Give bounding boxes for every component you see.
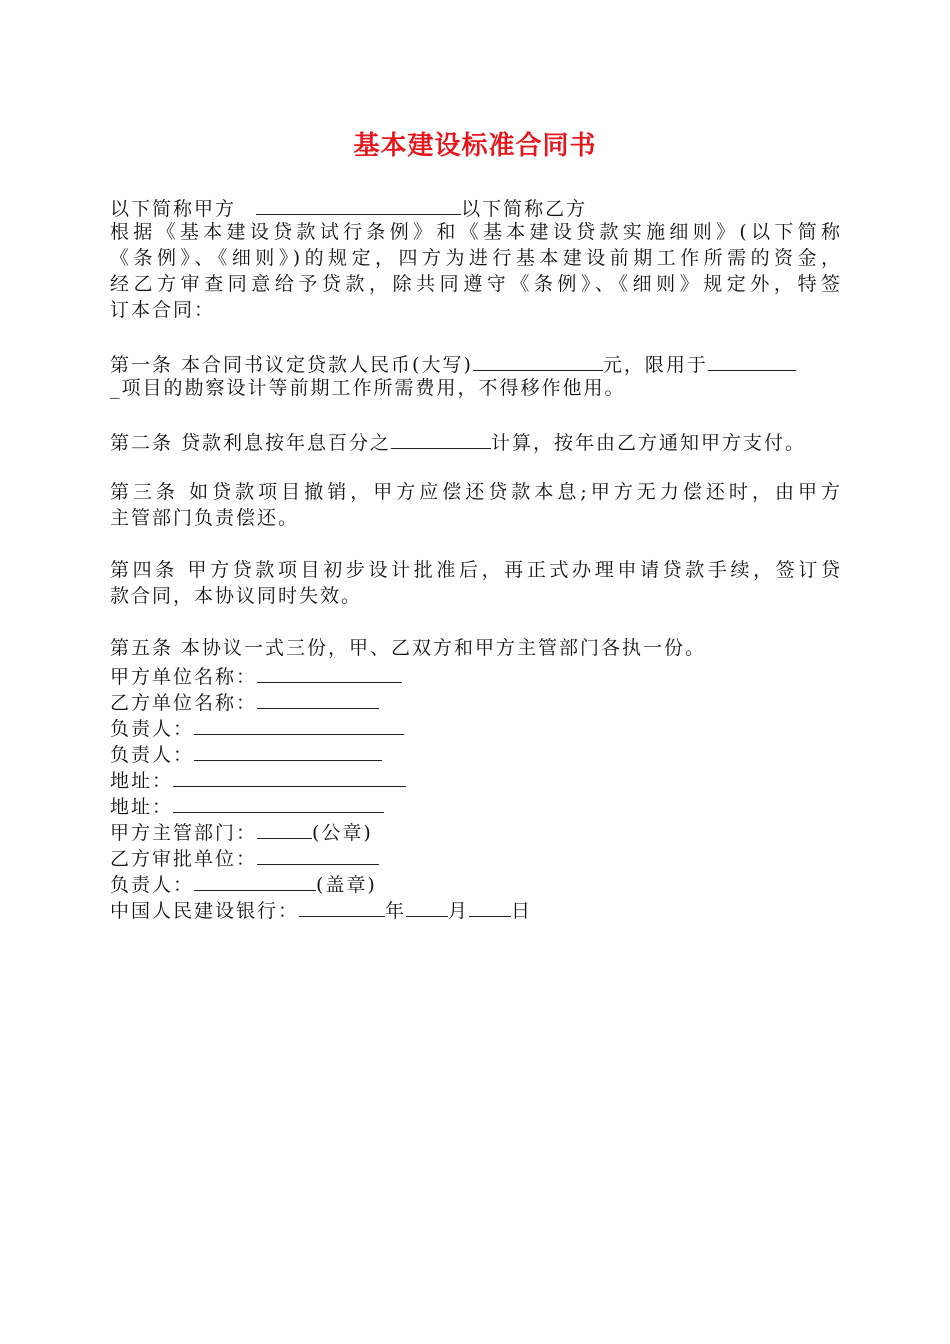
sig-party-b-approver [110, 843, 842, 869]
sig-address-2 [110, 791, 842, 817]
intro-paragraph-line-2: 《条例》、《细则》)的规定，四方为进行基本建设前期工作所需的资金， [110, 247, 842, 269]
article-1-line-1 [110, 349, 842, 375]
sig-responsible-3-blank [194, 869, 316, 891]
sig-party-b-name-blank [257, 687, 379, 709]
sig-responsible-1-label: 负责人： [110, 718, 195, 740]
sig-address-1 [110, 765, 842, 791]
sig-responsible-1 [110, 713, 842, 739]
sig-address-1-blank [173, 765, 406, 787]
article-1-text-a: 第一条 本合同书议定贷款人民币(大写) [110, 354, 473, 376]
sig-responsible-2-blank [194, 739, 382, 761]
sig-bank-date [110, 895, 842, 921]
sig-party-a-name-label: 甲方单位名称： [110, 666, 258, 688]
article-4-line-1: 第四条 甲方贷款项目初步设计批准后，再正式办理申请贷款手续，签订贷 [110, 559, 842, 581]
sig-party-a-name-blank [257, 661, 402, 683]
day-blank [469, 895, 511, 917]
month-blank [406, 895, 448, 917]
document-title: 基本建设标准合同书 [353, 131, 597, 161]
sig-party-a-dept [110, 817, 842, 843]
month-label: 月 [448, 900, 470, 922]
sig-responsible-2-label: 负责人： [110, 744, 195, 766]
sig-responsible-2 [110, 739, 842, 765]
sig-responsible-3-label: 负责人： [110, 874, 195, 896]
sig-party-b-approver-blank [257, 843, 379, 865]
document-body [110, 193, 842, 921]
sig-party-a-dept-label: 甲方主管部门： [110, 822, 258, 844]
article-3-line-2: 主管部门负责偿还。 [110, 507, 300, 529]
party-b-label: 以下简称乙方 [461, 198, 588, 220]
sig-responsible-1-blank [194, 713, 404, 735]
sig-party-b-approver-label: 乙方审批单位： [110, 848, 258, 870]
sig-party-b-name [110, 687, 842, 713]
year-label: 年 [385, 900, 407, 922]
intro-paragraph-line-1: 根据《基本建设贷款试行条例》和《基本建设贷款实施细则》(以下简称 [110, 221, 842, 243]
party-a-blank [256, 193, 461, 215]
sig-responsible-3 [110, 869, 842, 895]
article-3-line-1: 第三条 如贷款项目撤销，甲方应偿还贷款本息;甲方无力偿还时，由甲方 [110, 481, 842, 503]
sig-address-1-label: 地址： [110, 770, 174, 792]
year-blank [299, 895, 385, 917]
article-1-text-b: 元，限用于 [602, 354, 708, 376]
article-5-line: 第五条 本协议一式三份，甲、乙双方和甲方主管部门各执一份。 [110, 637, 707, 659]
sig-party-a-name [110, 661, 842, 687]
article-4-line-2: 款合同，本协议同时失效。 [110, 585, 363, 607]
article-2-text-b: 计算，按年由乙方通知甲方支付。 [491, 432, 807, 454]
sig-address-2-label: 地址： [110, 796, 174, 818]
article-2-text-a: 第二条 贷款利息按年息百分之 [110, 432, 392, 454]
official-seal-label: (公章) [312, 822, 373, 844]
sig-bank-label: 中国人民建设银行： [110, 900, 300, 922]
intro-paragraph-line-3: 经乙方审查同意给予贷款，除共同遵守《条例》、《细则》规定外，特签 [110, 273, 842, 295]
article-1-line-2: _项目的勘察设计等前期工作所需费用，不得移作他用。 [110, 377, 626, 399]
sig-address-2-blank [173, 791, 384, 813]
sig-party-a-dept-blank [257, 817, 312, 839]
article-2-line [110, 427, 842, 453]
interest-rate-blank [391, 427, 491, 449]
day-label: 日 [511, 900, 533, 922]
project-blank [708, 349, 796, 371]
loan-amount-blank [473, 349, 603, 371]
stamp-seal-label: (盖章) [316, 874, 377, 896]
party-a-label: 以下简称甲方 [110, 198, 237, 220]
intro-paragraph-line-4: 订本合同： [110, 299, 216, 321]
intro-parties-line [110, 193, 842, 219]
sig-party-b-name-label: 乙方单位名称： [110, 692, 258, 714]
